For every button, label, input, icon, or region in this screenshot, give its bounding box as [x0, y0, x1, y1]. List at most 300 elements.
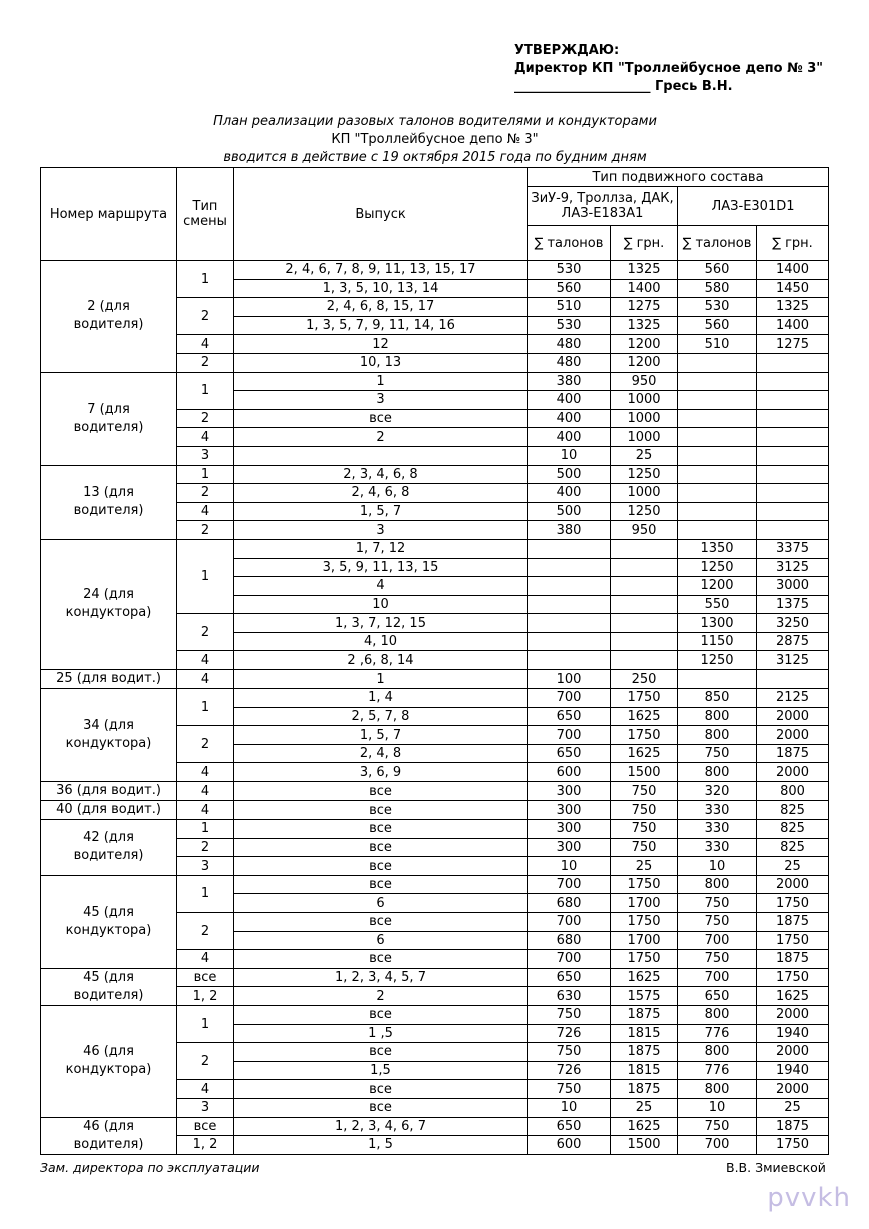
talons-group2-cell: 1250: [678, 651, 757, 670]
uah-group2-cell: 1875: [757, 913, 829, 932]
table-row: [41, 465, 829, 484]
shift-cell: 1: [177, 465, 234, 484]
talons-group2-cell: 330: [678, 801, 757, 820]
uah-group2-cell: 1625: [757, 987, 829, 1006]
talons-group2-cell: 700: [678, 931, 757, 950]
uah-group2-cell: 2000: [757, 707, 829, 726]
release-cell: 1, 2, 3, 4, 5, 7: [234, 968, 528, 987]
release-cell: все: [234, 1098, 528, 1117]
release-cell: 2 ,6, 8, 14: [234, 651, 528, 670]
uah-group2-cell: 1875: [757, 950, 829, 969]
shift-cell: 4: [177, 763, 234, 782]
talons-group1-cell: [528, 577, 611, 596]
table-row: [41, 801, 829, 820]
shift-cell: 1, 2: [177, 987, 234, 1006]
release-cell: 1 ,5: [234, 1024, 528, 1043]
uah-group2-cell: [757, 502, 829, 521]
talons-group1-cell: 100: [528, 670, 611, 689]
talons-group1-cell: 630: [528, 987, 611, 1006]
release-cell: 10: [234, 595, 528, 614]
uah-group1-cell: 25: [611, 1098, 678, 1117]
talons-group2-cell: [678, 391, 757, 410]
uah-group1-cell: 1000: [611, 391, 678, 410]
shift-cell: 1: [177, 1005, 234, 1042]
talons-group1-cell: [528, 558, 611, 577]
talons-group1-cell: 700: [528, 726, 611, 745]
shift-cell: 4: [177, 782, 234, 801]
route-cell: 42 (для водителя): [41, 820, 177, 876]
uah-group2-cell: 25: [757, 1098, 829, 1117]
header-rolling-stock: Тип подвижного состава: [528, 168, 829, 187]
talons-group1-cell: 300: [528, 782, 611, 801]
talons-group2-cell: 750: [678, 894, 757, 913]
uah-group2-cell: 1375: [757, 595, 829, 614]
uah-group2-cell: [757, 521, 829, 540]
uah-group1-cell: 1200: [611, 353, 678, 372]
shift-cell: 3: [177, 446, 234, 465]
talons-group1-cell: [528, 614, 611, 633]
shift-cell: 2: [177, 353, 234, 372]
talons-group1-cell: 10: [528, 857, 611, 876]
table-row: [41, 689, 829, 708]
shift-cell: 2: [177, 1043, 234, 1080]
talons-group1-cell: 10: [528, 1098, 611, 1117]
release-cell: 2, 3, 4, 6, 8: [234, 465, 528, 484]
talons-group1-cell: 700: [528, 689, 611, 708]
release-cell: 1, 3, 5, 7, 9, 11, 14, 16: [234, 316, 528, 335]
uah-group1-cell: 1000: [611, 409, 678, 428]
release-cell: 1, 3, 7, 12, 15: [234, 614, 528, 633]
shift-cell: 4: [177, 670, 234, 689]
release-cell: 3: [234, 521, 528, 540]
talons-group2-cell: 560: [678, 261, 757, 280]
talons-group1-cell: 560: [528, 279, 611, 298]
release-cell: 10, 13: [234, 353, 528, 372]
uah-group1-cell: 1875: [611, 1043, 678, 1062]
uah-group1-cell: [611, 539, 678, 558]
talons-group1-cell: [528, 595, 611, 614]
header-group-laz: ЛАЗ-Е301D1: [678, 187, 829, 226]
release-cell: 1: [234, 372, 528, 391]
route-cell: 40 (для водит.): [41, 801, 177, 820]
talons-group2-cell: [678, 353, 757, 372]
release-cell: 1, 4: [234, 689, 528, 708]
shift-cell: 4: [177, 502, 234, 521]
talons-group2-cell: 800: [678, 707, 757, 726]
shift-cell: 2: [177, 298, 234, 335]
talons-group2-cell: 800: [678, 1080, 757, 1099]
uah-group1-cell: 1200: [611, 335, 678, 354]
uah-group2-cell: 2000: [757, 726, 829, 745]
shift-cell: 1: [177, 875, 234, 912]
header-shift: Тип смены: [177, 168, 234, 261]
talons-group2-cell: 330: [678, 820, 757, 839]
release-cell: 2: [234, 428, 528, 447]
talons-group2-cell: [678, 465, 757, 484]
uah-group2-cell: 1750: [757, 931, 829, 950]
talons-group1-cell: 380: [528, 521, 611, 540]
uah-group1-cell: 1575: [611, 987, 678, 1006]
release-cell: 2: [234, 987, 528, 1006]
talons-group1-cell: 700: [528, 875, 611, 894]
uah-group1-cell: 1250: [611, 502, 678, 521]
uah-group2-cell: 1275: [757, 335, 829, 354]
talons-group2-cell: 776: [678, 1024, 757, 1043]
shift-cell: 2: [177, 913, 234, 950]
talons-group2-cell: 750: [678, 744, 757, 763]
uah-group1-cell: 1875: [611, 1005, 678, 1024]
uah-group2-cell: 825: [757, 820, 829, 839]
release-cell: все: [234, 838, 528, 857]
talons-group1-cell: 480: [528, 335, 611, 354]
uah-group1-cell: 1815: [611, 1061, 678, 1080]
talons-group1-cell: 300: [528, 838, 611, 857]
release-cell: все: [234, 875, 528, 894]
shift-cell: все: [177, 1117, 234, 1136]
release-cell: все: [234, 782, 528, 801]
talons-group1-cell: 300: [528, 820, 611, 839]
talons-group1-cell: 400: [528, 428, 611, 447]
talons-group2-cell: [678, 446, 757, 465]
talons-group1-cell: 600: [528, 1136, 611, 1155]
talons-group2-cell: 750: [678, 950, 757, 969]
uah-group2-cell: 1940: [757, 1024, 829, 1043]
talons-group1-cell: 530: [528, 316, 611, 335]
talons-group2-cell: 850: [678, 689, 757, 708]
talons-group2-cell: [678, 428, 757, 447]
talons-group1-cell: 400: [528, 409, 611, 428]
talons-group1-cell: 530: [528, 261, 611, 280]
table-row: [41, 1117, 829, 1136]
talons-group1-cell: 650: [528, 744, 611, 763]
uah-group1-cell: 1875: [611, 1080, 678, 1099]
uah-group1-cell: [611, 614, 678, 633]
uah-group2-cell: 3250: [757, 614, 829, 633]
uah-group2-cell: 25: [757, 857, 829, 876]
uah-group2-cell: 1400: [757, 316, 829, 335]
talons-group1-cell: [528, 539, 611, 558]
talons-group1-cell: 600: [528, 763, 611, 782]
uah-group2-cell: 1750: [757, 894, 829, 913]
talons-group2-cell: 580: [678, 279, 757, 298]
shift-cell: 4: [177, 950, 234, 969]
header-sum-uah: ∑ грн.: [611, 226, 678, 261]
shift-cell: 1: [177, 689, 234, 726]
uah-group2-cell: [757, 465, 829, 484]
talons-group2-cell: 800: [678, 875, 757, 894]
route-cell: 36 (для водит.): [41, 782, 177, 801]
route-cell: 13 (для водителя): [41, 465, 177, 539]
talons-group1-cell: 700: [528, 913, 611, 932]
talons-group2-cell: 700: [678, 1136, 757, 1155]
uah-group2-cell: 1875: [757, 744, 829, 763]
uah-group2-cell: 2875: [757, 632, 829, 651]
footer-position: Зам. директора по эксплуатации: [40, 1160, 260, 1175]
uah-group2-cell: 3125: [757, 651, 829, 670]
uah-group2-cell: 1450: [757, 279, 829, 298]
release-cell: 3, 5, 9, 11, 13, 15: [234, 558, 528, 577]
release-cell: все: [234, 1043, 528, 1062]
release-cell: 6: [234, 931, 528, 950]
release-cell: 6: [234, 894, 528, 913]
talons-group2-cell: 530: [678, 298, 757, 317]
talons-group2-cell: 800: [678, 726, 757, 745]
shift-cell: 2: [177, 484, 234, 503]
uah-group1-cell: 1250: [611, 465, 678, 484]
title-line-1: План реализации разовых талонов водителями и кондукторами: [213, 114, 657, 129]
release-cell: все: [234, 409, 528, 428]
release-cell: [234, 446, 528, 465]
talons-group2-cell: 1250: [678, 558, 757, 577]
release-cell: все: [234, 801, 528, 820]
uah-group1-cell: 1000: [611, 428, 678, 447]
talons-group2-cell: 750: [678, 913, 757, 932]
talons-group1-cell: 650: [528, 968, 611, 987]
release-cell: все: [234, 820, 528, 839]
release-cell: 2, 4, 8: [234, 744, 528, 763]
title-line-2: КП "Троллейбусное депо № 3": [331, 132, 539, 147]
release-cell: 12: [234, 335, 528, 354]
uah-group2-cell: 1750: [757, 968, 829, 987]
talons-group1-cell: 726: [528, 1061, 611, 1080]
talons-group1-cell: 400: [528, 391, 611, 410]
talons-group2-cell: 1150: [678, 632, 757, 651]
shift-cell: 4: [177, 1080, 234, 1099]
uah-group2-cell: 2000: [757, 875, 829, 894]
uah-group1-cell: 750: [611, 838, 678, 857]
uah-group1-cell: 950: [611, 372, 678, 391]
uah-group1-cell: 1625: [611, 707, 678, 726]
uah-group2-cell: 800: [757, 782, 829, 801]
release-cell: все: [234, 913, 528, 932]
release-cell: 2, 5, 7, 8: [234, 707, 528, 726]
uah-group2-cell: 3125: [757, 558, 829, 577]
talons-group2-cell: 776: [678, 1061, 757, 1080]
talons-group2-cell: 800: [678, 1005, 757, 1024]
uah-group1-cell: [611, 577, 678, 596]
uah-group2-cell: 2000: [757, 1080, 829, 1099]
table-row: [41, 261, 829, 280]
talons-group2-cell: 1300: [678, 614, 757, 633]
talons-group1-cell: 500: [528, 502, 611, 521]
talons-group2-cell: [678, 372, 757, 391]
talons-group2-cell: 700: [678, 968, 757, 987]
uah-group1-cell: 1500: [611, 1136, 678, 1155]
route-cell: 7 (для водителя): [41, 372, 177, 465]
talons-group1-cell: 480: [528, 353, 611, 372]
header-sum-uah: ∑ грн.: [757, 226, 829, 261]
shift-cell: 3: [177, 1098, 234, 1117]
shift-cell: 1, 2: [177, 1136, 234, 1155]
uah-group1-cell: 1625: [611, 968, 678, 987]
talons-group1-cell: 380: [528, 372, 611, 391]
release-cell: 3, 6, 9: [234, 763, 528, 782]
uah-group1-cell: 25: [611, 857, 678, 876]
talons-group2-cell: 10: [678, 1098, 757, 1117]
route-cell: 45 (для кондуктора): [41, 875, 177, 968]
uah-group1-cell: 1625: [611, 744, 678, 763]
talons-group1-cell: 726: [528, 1024, 611, 1043]
talons-group2-cell: 560: [678, 316, 757, 335]
shift-cell: 1: [177, 539, 234, 613]
uah-group2-cell: 825: [757, 801, 829, 820]
talons-group2-cell: 510: [678, 335, 757, 354]
table-row: [41, 968, 829, 987]
talons-group1-cell: [528, 651, 611, 670]
talons-group1-cell: 750: [528, 1043, 611, 1062]
talons-group2-cell: 550: [678, 595, 757, 614]
footer-name: В.В. Змиевской: [726, 1160, 826, 1175]
talons-group1-cell: 300: [528, 801, 611, 820]
release-cell: 1, 2, 3, 4, 6, 7: [234, 1117, 528, 1136]
document-title: [40, 113, 830, 167]
table-row: [41, 372, 829, 391]
uah-group1-cell: 1275: [611, 298, 678, 317]
uah-group1-cell: 1000: [611, 484, 678, 503]
release-cell: все: [234, 857, 528, 876]
uah-group1-cell: 1815: [611, 1024, 678, 1043]
shift-cell: 4: [177, 651, 234, 670]
route-cell: 46 (для водителя): [41, 1117, 177, 1154]
uah-group2-cell: 825: [757, 838, 829, 857]
talons-group2-cell: 10: [678, 857, 757, 876]
route-cell: 25 (для водит.): [41, 670, 177, 689]
release-cell: 4, 10: [234, 632, 528, 651]
uah-group1-cell: 1750: [611, 689, 678, 708]
uah-group2-cell: 3000: [757, 577, 829, 596]
release-cell: 1: [234, 670, 528, 689]
talons-group1-cell: 650: [528, 707, 611, 726]
header-sum-talons: ∑ талонов: [678, 226, 757, 261]
route-cell: 34 (для кондуктора): [41, 689, 177, 782]
uah-group1-cell: 1325: [611, 261, 678, 280]
talons-group2-cell: [678, 502, 757, 521]
release-cell: 1, 5, 7: [234, 726, 528, 745]
talons-group1-cell: 510: [528, 298, 611, 317]
talons-group2-cell: 1350: [678, 539, 757, 558]
uah-group2-cell: 1400: [757, 261, 829, 280]
table-row: [41, 539, 829, 558]
talons-group2-cell: 320: [678, 782, 757, 801]
uah-group1-cell: 1700: [611, 931, 678, 950]
shift-cell: все: [177, 968, 234, 987]
release-cell: 2, 4, 6, 8, 15, 17: [234, 298, 528, 317]
uah-group2-cell: 1875: [757, 1117, 829, 1136]
uah-group1-cell: [611, 632, 678, 651]
shift-cell: 2: [177, 838, 234, 857]
table-row: [41, 782, 829, 801]
talons-group2-cell: 800: [678, 1043, 757, 1062]
talons-group1-cell: 680: [528, 931, 611, 950]
release-cell: 1, 7, 12: [234, 539, 528, 558]
uah-group2-cell: [757, 428, 829, 447]
release-cell: 2, 4, 6, 8: [234, 484, 528, 503]
table-row: [41, 820, 829, 839]
shift-cell: 2: [177, 614, 234, 651]
uah-group2-cell: [757, 409, 829, 428]
uah-group1-cell: 750: [611, 782, 678, 801]
approval-signature-line: _____________________ Гресь В.Н.: [514, 79, 733, 94]
uah-group1-cell: 1750: [611, 726, 678, 745]
uah-group1-cell: [611, 595, 678, 614]
talons-group1-cell: 650: [528, 1117, 611, 1136]
uah-group2-cell: [757, 446, 829, 465]
uah-group1-cell: 25: [611, 446, 678, 465]
shift-cell: 1: [177, 820, 234, 839]
uah-group1-cell: 1500: [611, 763, 678, 782]
talons-group2-cell: 330: [678, 838, 757, 857]
uah-group1-cell: 1625: [611, 1117, 678, 1136]
uah-group1-cell: 750: [611, 801, 678, 820]
shift-cell: 1: [177, 372, 234, 409]
talons-group2-cell: [678, 521, 757, 540]
release-cell: 1, 5: [234, 1136, 528, 1155]
route-cell: 45 (для водителя): [41, 968, 177, 1005]
uah-group1-cell: [611, 558, 678, 577]
talons-group1-cell: 400: [528, 484, 611, 503]
release-cell: 1,5: [234, 1061, 528, 1080]
release-cell: 4: [234, 577, 528, 596]
shift-cell: 2: [177, 409, 234, 428]
release-cell: 3: [234, 391, 528, 410]
release-cell: все: [234, 1005, 528, 1024]
uah-group2-cell: [757, 670, 829, 689]
route-cell: 46 (для кондуктора): [41, 1005, 177, 1117]
shift-cell: 2: [177, 726, 234, 763]
uah-group1-cell: [611, 651, 678, 670]
header-group-ziu: ЗиУ-9, Троллза, ДАК, ЛАЗ-Е183А1: [528, 187, 678, 226]
uah-group1-cell: 1750: [611, 950, 678, 969]
uah-group1-cell: 250: [611, 670, 678, 689]
uah-group2-cell: 1325: [757, 298, 829, 317]
approval-heading: УТВЕРЖДАЮ:: [514, 43, 620, 58]
talons-group1-cell: 680: [528, 894, 611, 913]
watermark: pvvkh: [767, 1183, 851, 1213]
uah-group2-cell: [757, 353, 829, 372]
title-line-3: вводится в действие с 19 октября 2015 года по будним дням: [223, 150, 647, 165]
uah-group2-cell: 2000: [757, 1005, 829, 1024]
uah-group2-cell: 2000: [757, 763, 829, 782]
shift-cell: 4: [177, 801, 234, 820]
talons-group1-cell: 700: [528, 950, 611, 969]
route-cell: 2 (для водителя): [41, 261, 177, 373]
uah-group2-cell: 3375: [757, 539, 829, 558]
release-cell: 1, 3, 5, 10, 13, 14: [234, 279, 528, 298]
release-cell: 2, 4, 6, 7, 8, 9, 11, 13, 15, 17: [234, 261, 528, 280]
uah-group2-cell: [757, 372, 829, 391]
uah-group1-cell: 750: [611, 820, 678, 839]
talons-group2-cell: 750: [678, 1117, 757, 1136]
talon-plan-table: [40, 167, 829, 1155]
route-cell: 24 (для кондуктора): [41, 539, 177, 669]
header-release: Выпуск: [234, 168, 528, 261]
table-body: [41, 261, 829, 1155]
uah-group1-cell: 1750: [611, 913, 678, 932]
talons-group2-cell: [678, 409, 757, 428]
uah-group1-cell: 1325: [611, 316, 678, 335]
shift-cell: 4: [177, 428, 234, 447]
approval-block: [514, 42, 823, 96]
talons-group2-cell: 650: [678, 987, 757, 1006]
approval-director: Директор КП "Троллейбусное депо № 3": [514, 61, 824, 76]
shift-cell: 1: [177, 261, 234, 298]
uah-group1-cell: 1750: [611, 875, 678, 894]
talons-group2-cell: 800: [678, 763, 757, 782]
talons-group1-cell: 750: [528, 1005, 611, 1024]
table-row: [41, 875, 829, 894]
shift-cell: 2: [177, 521, 234, 540]
talons-group2-cell: [678, 484, 757, 503]
